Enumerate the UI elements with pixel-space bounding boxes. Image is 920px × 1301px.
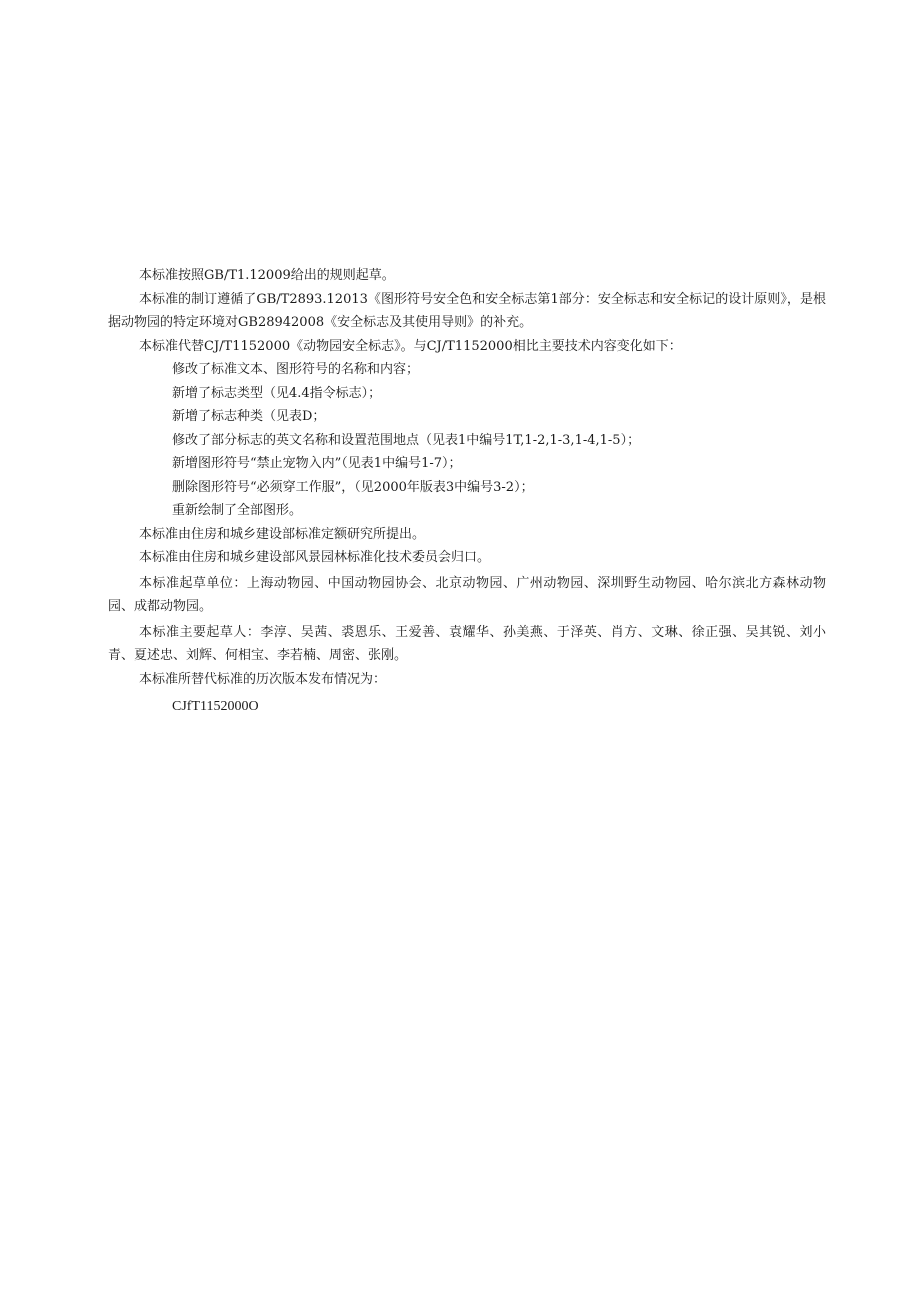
change-item: 新增了标志种类（见表D；	[172, 409, 326, 424]
centralized-by-paragraph: 本标准由住房和城乡建设部风景园林标准化技术委员会归口。	[139, 550, 491, 565]
drafting-rules-paragraph: 本标准按照GB/T1.12009给出的规则起草。	[139, 268, 395, 283]
change-item: 新增了标志类型（见4.4指令标志）；	[172, 385, 382, 401]
compliance-paragraph: 本标准的制订遵循了GB/T2893.12013《图形符号安全色和安全标志第1部分：安全标志和安全标记的设计原则》，是根据动物园的特定环境对GB28942008《安全标志及其使用导则》的补充。	[108, 291, 826, 330]
change-item: 修改了部分标志的英文名称和设置范围地点（见表1中编号1T,1-2,1-3,1-4,1-5）；	[172, 432, 641, 448]
change-item: 新增图形符号“禁止宠物入内”（见表1中编号1-7）；	[172, 456, 462, 471]
previous-edition: CJfT1152000O	[172, 699, 259, 714]
change-item: 删除图形符号“必须穿工作服”，（见2000年版表3中编号3-2）；	[172, 479, 534, 495]
main-drafters-paragraph: 本标准主要起草人：李淳、吴茜、裘恩乐、王爱善、袁耀华、孙美燕、于泽英、肖方、文琳、徐正强、吴其锐、刘小青、夏述忠、刘辉、何相宝、李若楠、周密、张刚。	[108, 624, 826, 663]
foreword-body	[108, 264, 826, 719]
drafting-units-paragraph: 本标准起草单位：上海动物园、中国动物园协会、北京动物园、广州动物园、深圳野生动物园、哈尔滨北方森林动物园、成都动物园。	[108, 575, 826, 614]
replaces-paragraph: 本标准代替CJ/T1152000《动物园安全标志》。与CJ/T1152000相比主要技术内容变化如下：	[139, 338, 682, 354]
change-item: 修改了标准文本、图形符号的名称和内容；	[172, 362, 420, 377]
changes-list	[108, 358, 826, 523]
history-intro-paragraph: 本标准所替代标准的历次版本发布情况为：	[139, 671, 387, 687]
proposed-by-paragraph: 本标准由住房和城乡建设部标准定额研究所提出。	[139, 526, 426, 542]
change-item: 重新绘制了全部图形。	[172, 503, 303, 518]
